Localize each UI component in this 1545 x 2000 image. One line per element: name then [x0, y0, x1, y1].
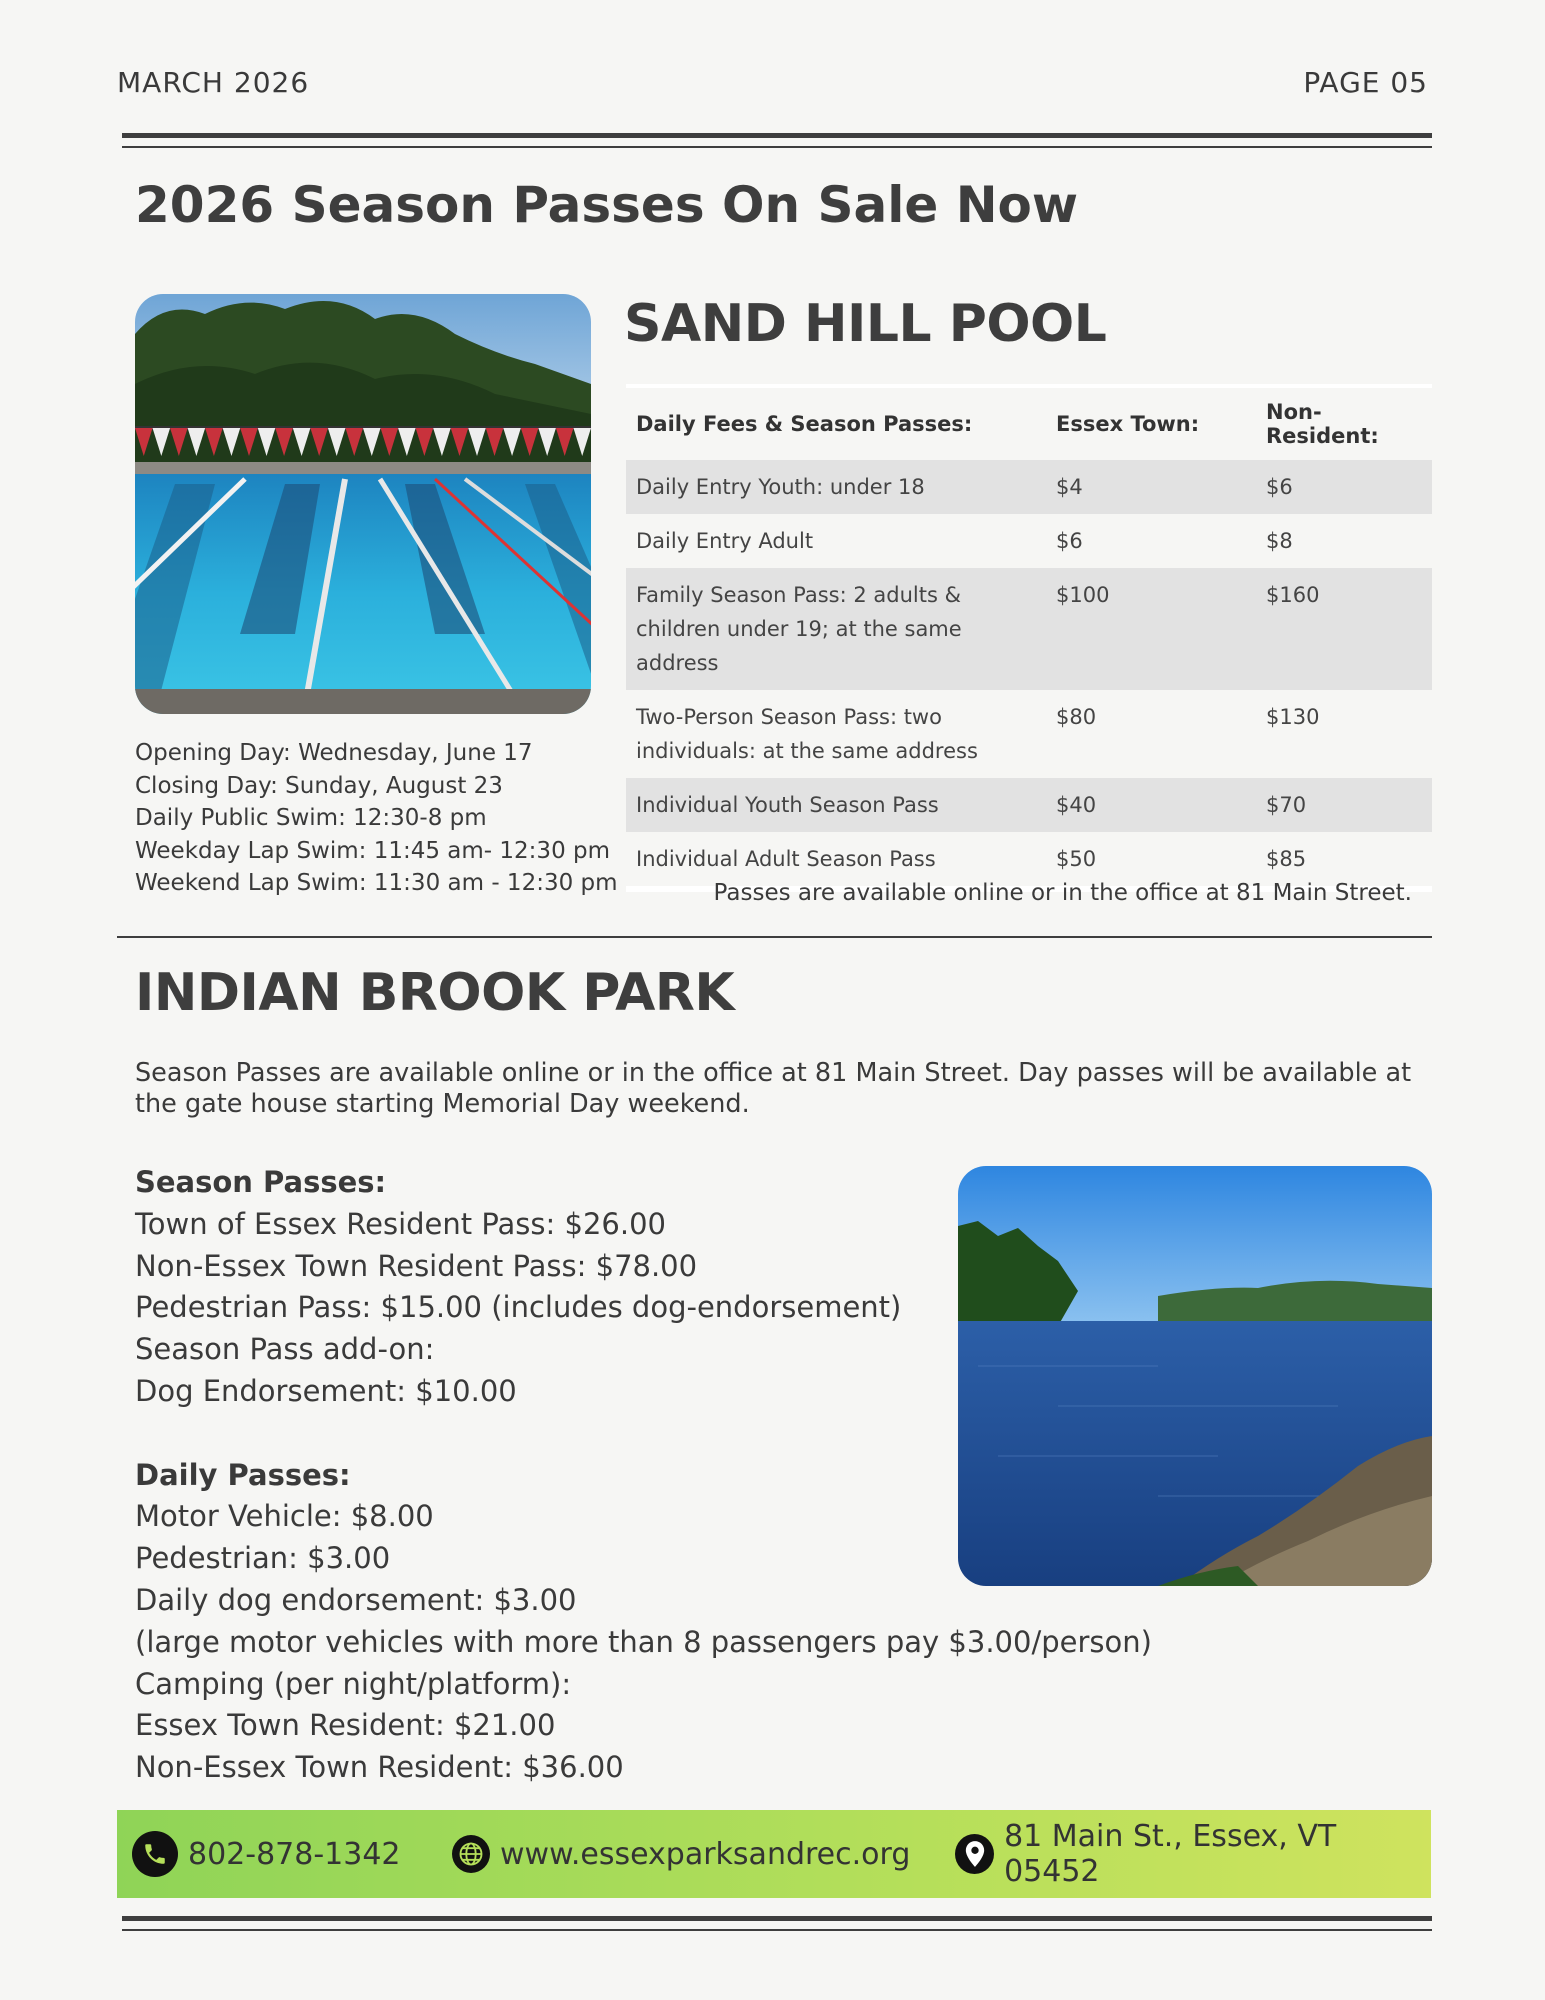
page-title: 2026 Season Passes On Sale Now [135, 176, 1079, 234]
pool-schedule-line: Weekday Lap Swim: 11:45 am- 12:30 pm [135, 837, 611, 864]
footer-rule-thick [122, 1916, 1432, 1921]
list-item: Pedestrian: $3.00 [135, 1541, 391, 1576]
list-item: Dog Endorsement: $10.00 [135, 1373, 517, 1408]
pool-schedule [135, 737, 618, 900]
park-title: INDIAN BROOK PARK [135, 963, 735, 1023]
list-item: Pedestrian Pass: $15.00 (includes dog-endorsement) [135, 1290, 902, 1325]
list-item: Camping (per night/platform): [135, 1666, 572, 1701]
footer-website[interactable] [452, 1810, 910, 1898]
table-cell: $80 [1056, 705, 1097, 729]
list-item: Daily dog endorsement: $3.00 [135, 1582, 577, 1617]
table-header-row [626, 388, 1432, 460]
daily-passes-heading: Daily Passes: [135, 1457, 351, 1492]
phone-number: 802-878-1342 [188, 1836, 401, 1872]
column-header: Non-Resident: [1266, 400, 1379, 448]
footer-rule-thin [122, 1929, 1432, 1931]
table-cell: $6 [1056, 529, 1083, 553]
table-cell: $8 [1266, 529, 1293, 553]
phone-icon [132, 1831, 178, 1877]
footer-address [955, 1810, 1431, 1898]
pool-schedule-line: Closing Day: Sunday, August 23 [135, 772, 503, 799]
table-cell: $4 [1046, 460, 1256, 514]
footer-phone[interactable] [132, 1810, 401, 1898]
website-link[interactable]: www.essexparksandrec.org [500, 1836, 911, 1872]
pool-fees-table [626, 384, 1432, 892]
table-cell: Two-Person Season Pass: two individuals: at the same address [636, 705, 978, 763]
list-item: Essex Town Resident: $21.00 [135, 1708, 556, 1743]
page-number: PAGE 05 [1303, 66, 1428, 99]
table-cell: Individual Youth Season Pass [626, 778, 1046, 832]
section-divider [117, 936, 1432, 938]
pool-title: SAND HILL POOL [624, 294, 1107, 354]
pool-photo [135, 294, 591, 714]
table-cell: $50 [1056, 847, 1097, 871]
table-row [626, 832, 1432, 886]
table-row [626, 514, 1432, 568]
list-item: Season Pass add-on: [135, 1332, 435, 1367]
table-cell: $130 [1266, 705, 1320, 729]
table-cell: Family Season Pass: 2 adults & children under 19; at the same address [626, 568, 1046, 690]
table-cell: $85 [1266, 847, 1307, 871]
list-item: Non-Essex Town Resident: $36.00 [135, 1750, 624, 1785]
table-cell: Daily Entry Adult [636, 529, 814, 553]
address-text: 81 Main St., Essex, VT 05452 [1004, 1819, 1337, 1889]
location-pin-icon [955, 1834, 994, 1874]
season-passes-heading: Season Passes: [135, 1165, 387, 1199]
table-cell: $160 [1256, 568, 1432, 690]
list-item: Motor Vehicle: $8.00 [135, 1499, 434, 1534]
issue-date: MARCH 2026 [117, 66, 310, 99]
table-cell: Individual Adult Season Pass [636, 847, 936, 871]
pool-availability-note: Passes are available online or in the office at 81 Main Street. [713, 880, 1412, 906]
header-rule-thin [122, 146, 1432, 148]
column-header: Daily Fees & Season Passes: [636, 412, 973, 436]
contact-footer [117, 1810, 1431, 1898]
table-row [626, 778, 1432, 832]
column-header: Essex Town: [1056, 412, 1200, 436]
list-item: Non-Essex Town Resident Pass: $78.00 [135, 1248, 698, 1283]
table-cell: $6 [1256, 460, 1432, 514]
table-cell: Daily Entry Youth: under 18 [626, 460, 1046, 514]
pool-schedule-line: Opening Day: Wednesday, June 17 [135, 740, 533, 766]
table-cell: $100 [1046, 568, 1256, 690]
globe-icon [452, 1835, 490, 1873]
table-cell: $40 [1046, 778, 1256, 832]
table-cell: $70 [1256, 778, 1432, 832]
pool-schedule-line: Weekend Lap Swim: 11:30 am - 12:30 pm [135, 870, 618, 896]
table-row [626, 568, 1432, 690]
table-row [626, 690, 1432, 778]
list-item: Town of Essex Resident Pass: $26.00 [135, 1206, 666, 1241]
lake-photo [958, 1166, 1432, 1586]
header-rule-thick [122, 133, 1432, 138]
park-intro: Season Passes are available online or in the office at 81 Main Street. Day passes will be available at the gate house starting Memorial Day weekend. [135, 1058, 1412, 1119]
list-item: (large motor vehicles with more than 8 passengers pay $3.00/person) [135, 1624, 1152, 1659]
table-row [626, 460, 1432, 514]
pool-schedule-line: Daily Public Swim: 12:30-8 pm [135, 805, 487, 831]
